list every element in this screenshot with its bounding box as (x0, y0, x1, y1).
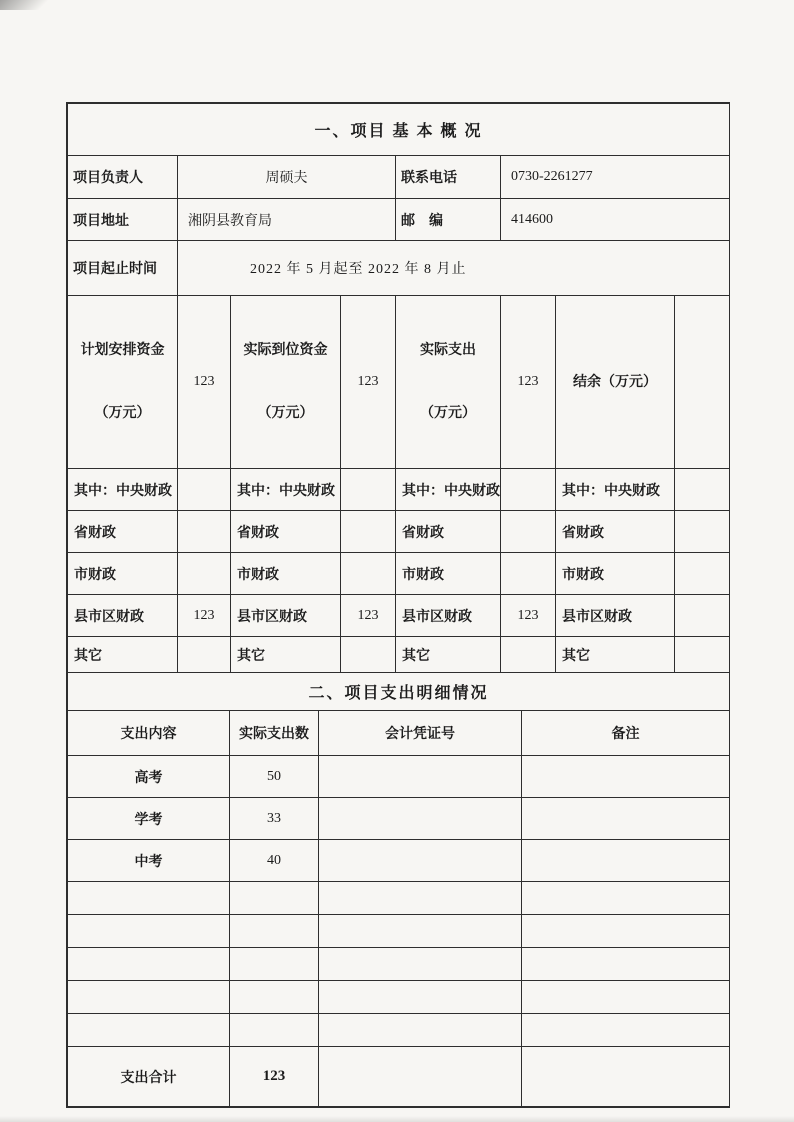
fund-group-amount: 123 (501, 296, 556, 469)
scan-artifact-bottom (0, 1116, 794, 1122)
expense-content: 高考 (68, 756, 230, 798)
leader-label: 项目负责人 (68, 156, 178, 199)
expense-amount (230, 981, 319, 1014)
fund-row-label: 其它 (68, 637, 178, 673)
fund-row-label: 其中：中央财政 (556, 469, 675, 511)
fund-row-label: 其它 (396, 637, 501, 673)
address-label: 项目地址 (68, 199, 178, 241)
fund-row-value (675, 595, 730, 637)
fund-row-value (341, 511, 396, 553)
zip-value: 414600 (501, 199, 730, 241)
zip-label: 邮 编 (396, 199, 501, 241)
expense-content (68, 915, 230, 948)
fund-row-value (675, 553, 730, 595)
fund-group-amount: 123 (341, 296, 396, 469)
expense-note (522, 948, 730, 981)
fund-header-line2: （万元） (94, 406, 151, 421)
fund-row-label: 市财政 (396, 553, 501, 595)
fund-row-label: 其它 (231, 637, 341, 673)
expense-note (522, 840, 730, 882)
fund-row-value (341, 553, 396, 595)
expense-content (68, 948, 230, 981)
expense-amount (230, 948, 319, 981)
scan-artifact-top (0, 0, 60, 10)
expense-row-empty (68, 948, 730, 981)
expense-content (68, 1014, 230, 1047)
col-header-voucher: 会计凭证号 (319, 711, 522, 756)
expense-row (68, 756, 730, 798)
expense-amount: 33 (230, 798, 319, 840)
expense-content (68, 981, 230, 1014)
fund-row-value (675, 511, 730, 553)
expense-note (522, 1014, 730, 1047)
col-header-content: 支出内容 (68, 711, 230, 756)
col-header-amount: 实际支出数 (230, 711, 319, 756)
expense-voucher (319, 1014, 522, 1047)
total-label: 支出合计 (68, 1047, 230, 1107)
fund-row-label: 县市区财政 (68, 595, 178, 637)
fund-row-label: 县市区财政 (231, 595, 341, 637)
fund-row-label: 省财政 (556, 511, 675, 553)
expense-voucher (319, 948, 522, 981)
fund-row-value (178, 553, 231, 595)
expense-content (68, 882, 230, 915)
expense-row (68, 798, 730, 840)
expense-row-empty (68, 1014, 730, 1047)
expense-voucher (319, 798, 522, 840)
expense-voucher (319, 915, 522, 948)
fund-row-value: 123 (501, 595, 556, 637)
expense-note (522, 756, 730, 798)
phone-label: 联系电话 (396, 156, 501, 199)
expense-note (522, 798, 730, 840)
address-value: 湘阴县教育局 (178, 199, 396, 241)
fund-row-label: 其中：中央财政 (231, 469, 341, 511)
fund-group-header (68, 296, 178, 469)
expense-amount (230, 915, 319, 948)
expense-note (522, 915, 730, 948)
expense-content: 学考 (68, 798, 230, 840)
expense-voucher (319, 981, 522, 1014)
project-report-form (67, 103, 729, 1107)
phone-value: 0730-2261277 (501, 156, 730, 199)
fund-header-line1: 计划安排资金 (80, 343, 165, 358)
fund-row-label: 县市区财政 (556, 595, 675, 637)
fund-row-label: 其它 (556, 637, 675, 673)
total-amount: 123 (230, 1047, 319, 1107)
col-header-note: 备注 (522, 711, 730, 756)
fund-row-value: 123 (178, 595, 231, 637)
expense-note (522, 981, 730, 1014)
fund-row-label: 省财政 (68, 511, 178, 553)
leader-value: 周硕夫 (178, 156, 396, 199)
fund-row-label: 其中：中央财政 (396, 469, 501, 511)
fund-row-value (501, 553, 556, 595)
fund-row-label: 市财政 (68, 553, 178, 595)
total-voucher (319, 1047, 522, 1107)
expense-voucher (319, 882, 522, 915)
expense-note (522, 882, 730, 915)
fund-row-value: 123 (341, 595, 396, 637)
period-label: 项目起止时间 (68, 241, 178, 296)
fund-row-value (501, 469, 556, 511)
fund-header-line1: 结余（万元） (573, 374, 657, 390)
expense-row-empty (68, 981, 730, 1014)
expense-row-empty (68, 882, 730, 915)
fund-header-line2: （万元） (420, 406, 476, 421)
fund-row-value (341, 469, 396, 511)
fund-row-value (675, 637, 730, 673)
fund-row-value (675, 469, 730, 511)
expense-amount (230, 882, 319, 915)
fund-row-label: 其中：中央财政 (68, 469, 178, 511)
expense-amount (230, 1014, 319, 1047)
expense-content: 中考 (68, 840, 230, 882)
fund-row-value (501, 637, 556, 673)
fund-row-label: 省财政 (231, 511, 341, 553)
expense-amount: 40 (230, 840, 319, 882)
fund-row-value (501, 511, 556, 553)
fund-group-amount: 123 (178, 296, 231, 469)
section2-table (67, 672, 730, 1107)
fund-row-value (178, 637, 231, 673)
section1-title: 一、项目 基 本 概 况 (68, 104, 730, 156)
fund-header-line1: 实际到位资金 (243, 343, 328, 358)
fund-group-header (396, 296, 501, 469)
fund-row-value (178, 511, 231, 553)
fund-row-label: 省财政 (396, 511, 501, 553)
fund-row-label: 县市区财政 (396, 595, 501, 637)
section2-title: 二、项目支出明细情况 (68, 673, 730, 711)
fund-row-label: 市财政 (231, 553, 341, 595)
fund-header-line2: （万元） (257, 406, 314, 421)
expense-row-empty (68, 915, 730, 948)
fund-header-line1: 实际支出 (420, 343, 476, 358)
fund-group-header (231, 296, 341, 469)
section1-table (67, 103, 730, 673)
fund-row-value (341, 637, 396, 673)
total-note (522, 1047, 730, 1107)
expense-voucher (319, 756, 522, 798)
expense-total-row (68, 1047, 730, 1107)
fund-group-amount (675, 296, 730, 469)
expense-voucher (319, 840, 522, 882)
expense-row (68, 840, 730, 882)
fund-row-label: 市财政 (556, 553, 675, 595)
expense-amount: 50 (230, 756, 319, 798)
fund-group-header (556, 296, 675, 469)
fund-row-value (178, 469, 231, 511)
period-value: 2022 年 5 月起至 2022 年 8 月止 (178, 241, 730, 296)
